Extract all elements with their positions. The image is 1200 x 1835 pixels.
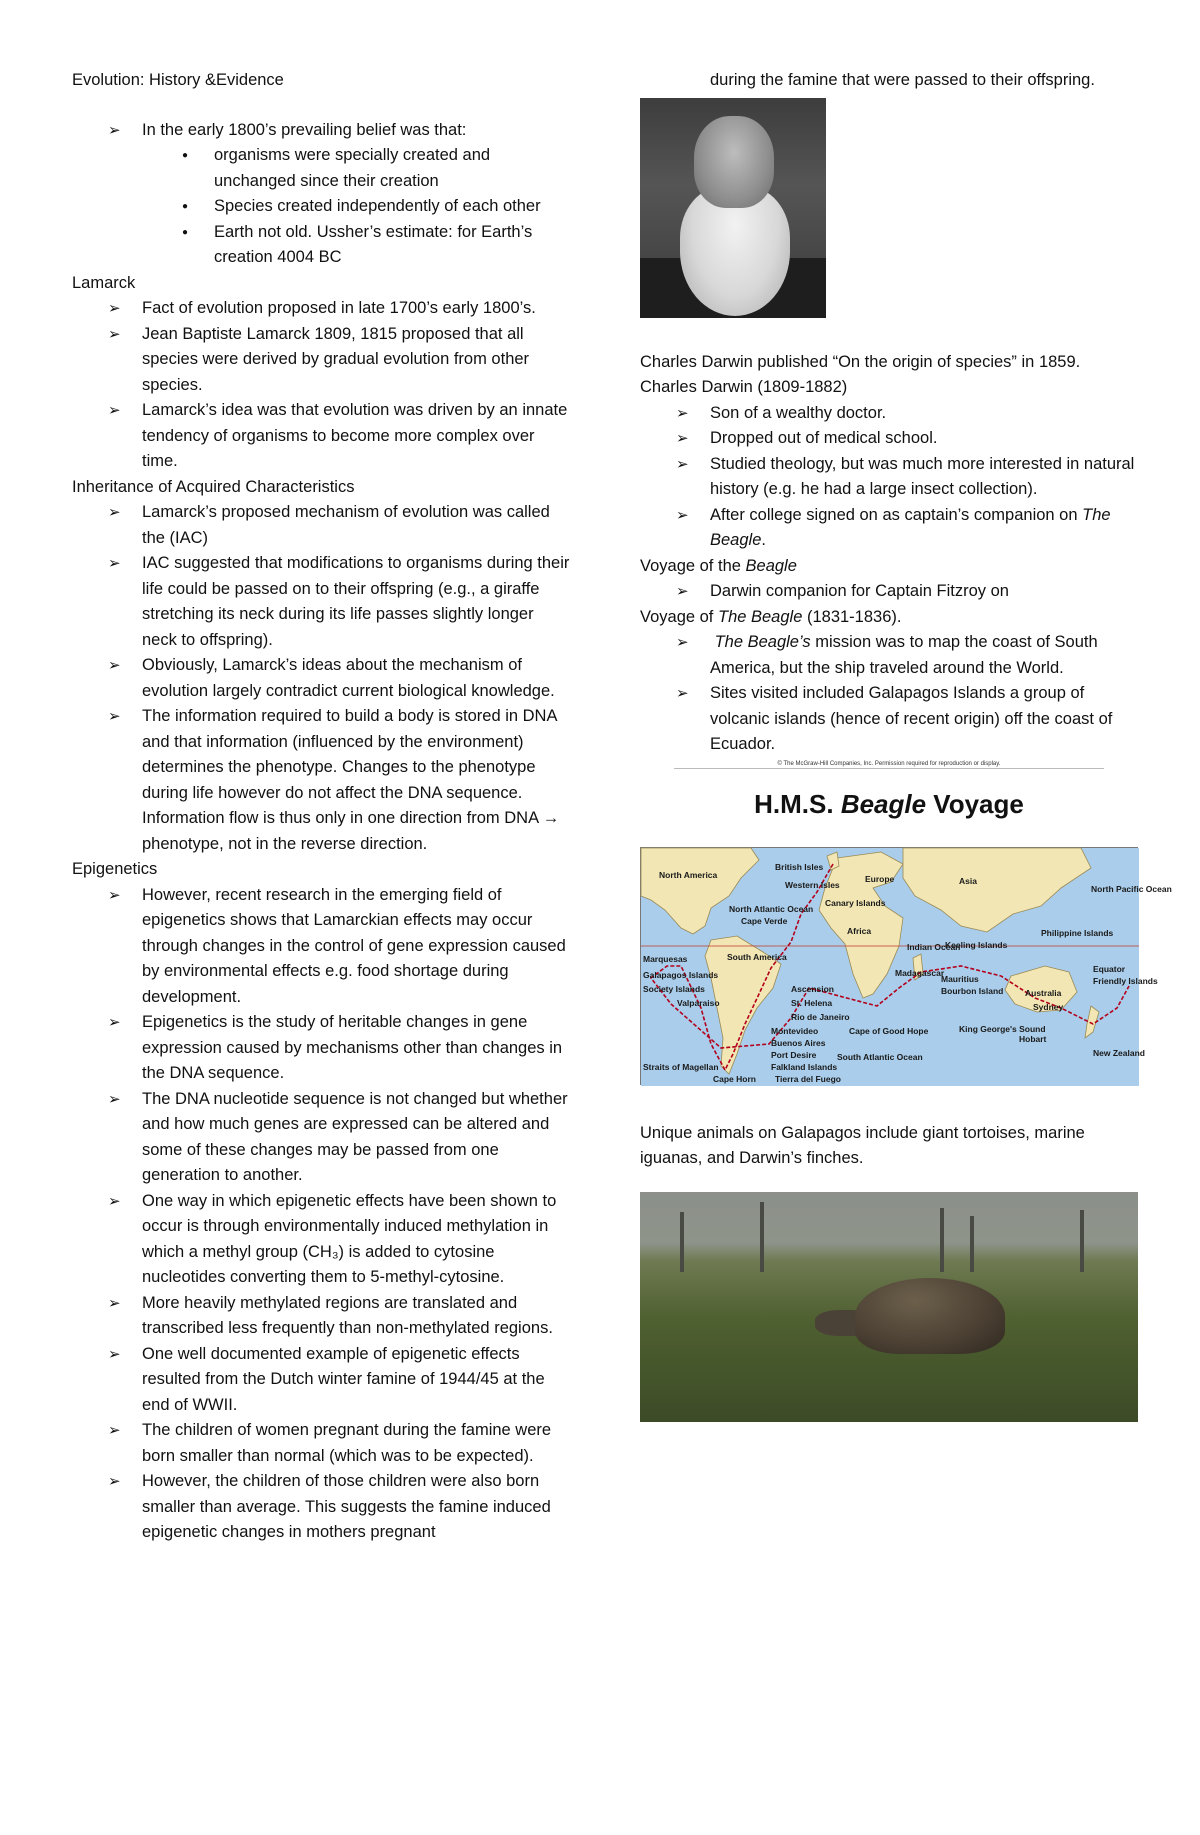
map-label: Australia [1025,987,1062,998]
lamarck-list [72,296,572,475]
map-label: Hobart [1019,1033,1047,1044]
world-map [640,847,1172,1085]
map-label: South America [727,951,787,962]
list-item: ➢ More heavily methylated regions are translated and transcribed less frequently than non-methylated regions. [72,1291,572,1342]
tortoise-photo [640,1192,1138,1422]
map-label: Keeling Islands [945,939,1008,950]
list-item: ➢ However, the children of those children were also born smaller than average. This suggests the famine induced epigenetic changes in mothers pregnant [72,1469,572,1546]
list-item: ➢ Sites visited included Galapagos Islands a group of volcanic islands (hence of recent origin) off the coast of Ecuador. [640,681,1140,758]
list-item: ➢ Darwin companion for Captain Fitzroy on [640,579,1140,605]
map-label: Falkland Islands [771,1061,838,1072]
list-item [640,630,1140,681]
list-item: ➢ Lamarck’s proposed mechanism of evolution was called the (IAC) [72,500,572,551]
list-item: ● Earth not old. Ussher’s estimate: for Earth’s creation 4004 BC [72,220,572,271]
iac-list [72,500,572,857]
map-label: Montevideo [771,1025,819,1036]
map-label: Cape Horn [713,1073,756,1084]
map-label: North America [659,869,718,880]
tree-trunk [680,1212,684,1272]
list-item: ➢ Obviously, Lamarck’s ideas about the mechanism of evolution largely contradict current biological knowledge. [72,653,572,704]
voyage-heading-ship: Beagle [745,556,797,575]
map-label: Asia [959,875,977,886]
list-item: ➢ The children of women pregnant during the famine were born smaller than normal (which was to be expected). [72,1418,572,1469]
portrait-head [694,116,774,208]
map-label: Buenos Aires [771,1037,826,1048]
list-item: ➢ However, recent research in the emerging field of epigenetics shows that Lamarckian effects may occur through changes in the control of gene expression caused by environmental effects e.g. food shortage during development. [72,883,572,1011]
section-heading-epigenetics: Epigenetics [72,860,158,878]
left-column [72,68,572,1546]
darwin-list [640,401,1140,554]
beagle-map-figure [640,760,1172,1085]
darwin-heading: Charles Darwin (1809-1882) [640,378,848,396]
epigenetics-list [72,883,572,1546]
voyage-line-a: Voyage of [640,607,718,626]
map-svg [641,848,1172,1086]
galapagos-caption: Unique animals on Galapagos include giant tortoises, marine iguanas, and Darwin’s finches. [640,1123,1085,1167]
map-label: New Zealand [1093,1047,1145,1058]
list-item: ● organisms were specially created and unchanged since their creation [72,143,572,194]
map-label: Sydney [1033,1001,1064,1012]
voyage-line-ship: The Beagle [717,607,803,626]
map-title-ship: Beagle [840,788,927,819]
continued-text: during the famine that were passed to their offspring. [710,71,1095,89]
voyage-list-1 [640,579,1140,605]
page-title: Evolution: History &Evidence [72,71,284,89]
list-item: ➢ Son of a wealthy doctor. [640,401,1140,427]
list-item: ● Species created independently of each other [72,194,572,220]
map-label: Canary Islands [825,897,886,908]
map-label: Equator [1093,963,1126,974]
list-item: ➢ Lamarck’s idea was that evolution was driven by an innate tendency of organisms to become more complex over time. [72,398,572,475]
map-label: North Pacific Ocean [1091,883,1172,894]
right-column [640,68,1172,1422]
map-label: Africa [847,925,872,936]
map-label: Galapagos Islands [643,969,719,980]
tortoise-shell [855,1278,1005,1354]
list-item-end: . [761,531,766,549]
map-label: Rio de Janeiro [791,1011,850,1022]
portrait-photo [640,98,826,316]
map-label: Western Isles [785,879,840,890]
map-label: Society Islands [643,983,705,994]
map-label: Friendly Islands [1093,975,1158,986]
map-label: Tierra del Fuego [775,1073,841,1084]
map-label: Mauritius [941,973,979,984]
map-label: King George's Sound [959,1023,1046,1034]
list-item: ➢ The DNA nucleotide sequence is not changed but whether and how much genes are expressed can be altered and some of these changes may be passed from one generation to another. [72,1087,572,1189]
list-item: ➢ Fact of evolution proposed in late 1700’s early 1800’s. [72,296,572,322]
voyage-heading-text: Voyage of the [640,556,746,575]
list-item: ➢ Jean Baptiste Lamarck 1809, 1815 proposed that all species were derived by gradual evolution from other species. [72,322,572,399]
intro-list [72,118,572,144]
map-label: Bourbon Island [941,985,1004,996]
map-copyright: © The McGraw-Hill Companies, Inc. Permission required for reproduction or display. [674,760,1104,769]
map-label: Straits of Magellan [643,1061,719,1072]
ship-name: The Beagle’s [714,633,811,651]
tree-trunk [1080,1210,1084,1272]
voyage-list-2 [640,630,1140,758]
list-item: ➢ IAC suggested that modifications to organisms during their life could be passed on to their offspring (e.g., a giraffe stretching its neck during its life passes slightly longer neck to offspring). [72,551,572,653]
list-item [640,503,1140,554]
map-title-c: Voyage [926,788,1024,819]
tree-trunk [970,1216,974,1272]
tree-trunk [940,1208,944,1272]
map-label: St. Helena [791,997,833,1008]
section-heading-iac: Inheritance of Acquired Characteristics [72,477,355,496]
list-item: ➢ Studied theology, but was much more interested in natural history (e.g. he had a large insect collection). [640,452,1140,503]
map-label: Philippine Islands [1041,927,1114,938]
list-item-text: mission was to map the coast of South America, but the ship traveled around the World. [710,633,1098,677]
map-label: Europe [865,873,895,884]
tree-trunk [760,1202,764,1272]
darwin-published: Charles Darwin published “On the origin of species” in 1859. [640,352,1081,371]
section-heading-lamarck: Lamarck [72,273,136,292]
voyage-line-dates: (1831-1836). [802,607,902,626]
list-item-text: After college signed on as captain’s companion on [710,505,1083,524]
intro-bullets [72,143,572,271]
map-label: Valparaiso [677,997,720,1008]
voyage-heading [640,554,1140,580]
map-label: North Atlantic Ocean [729,903,814,914]
map-label: British Isles [775,861,824,872]
map-label: Madagascar [895,967,945,978]
list-item: ➢ The information required to build a body is stored in DNA and that information (influenced by the environment) determines the phenotype. Changes to the phenotype during life however do not affect the DNA sequence. Information flow is thus only in one direction from DNA → phenotype, not in the reverse direction. [72,704,572,857]
list-item: ➢ One well documented example of epigenetic effects resulted from the Dutch winter famine of 1944/45 at the end of WWII. [72,1342,572,1419]
map-title-a: H.M.S. [754,788,841,819]
list-item: ➢ Dropped out of medical school. [640,426,1140,452]
map-label: Port Desire [771,1049,817,1060]
intro-lead: ➢ In the early 1800’s prevailing belief was that: [72,118,572,144]
map-label: Indian Ocean [907,941,961,952]
ship-name: The Beagle [710,505,1111,549]
map-label: Marquesas [643,953,688,964]
list-item: ➢ Epigenetics is the study of heritable changes in gene expression caused by mechanisms other than changes in the DNA sequence. [72,1010,572,1087]
map-title [640,787,1138,821]
map-label: Cape of Good Hope [849,1025,929,1036]
voyage-line [640,605,1140,631]
map-label: South Atlantic Ocean [837,1051,923,1062]
list-item: ➢ One way in which epigenetic effects have been shown to occur is through environmentally induced methylation in which a methyl group (CH₃) is added to cytosine nucleotides converting them to 5-methyl-cytosine. [72,1189,572,1291]
map-label: Ascension [791,983,834,994]
map-label: Cape Verde [741,915,788,926]
